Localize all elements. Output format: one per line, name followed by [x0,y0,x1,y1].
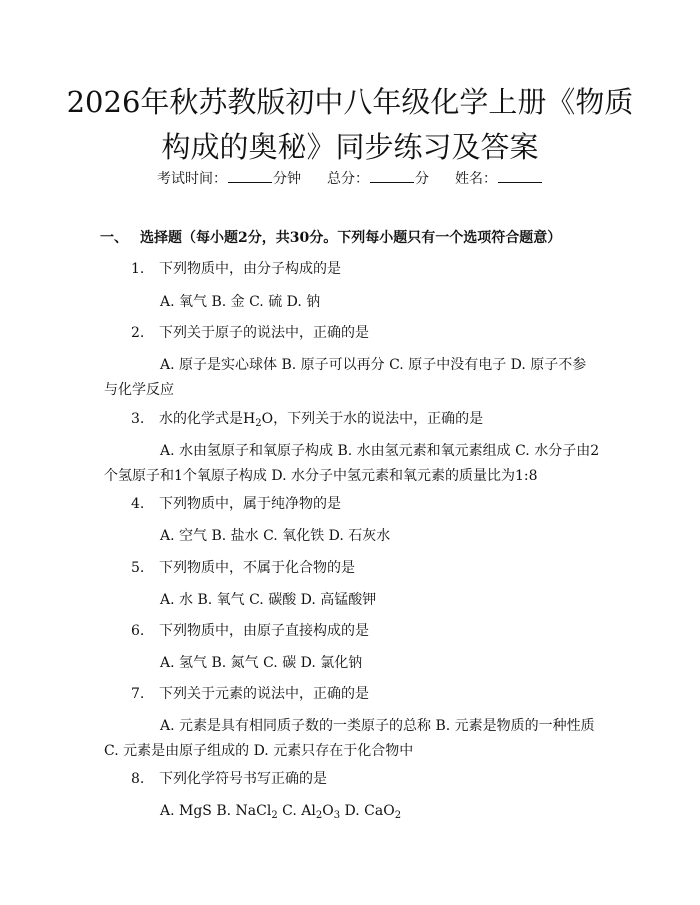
question-stem: 下列物质中，属于纯净物的是 [159,496,341,512]
question-stem: 下列关于原子的说法中，正确的是 [159,325,369,341]
question-7 [131,684,369,704]
question-stem: 下列关于元素的说法中，正确的是 [159,686,369,702]
subscript: 2 [271,810,278,821]
question-6 [131,621,369,641]
question-8-options [104,799,600,824]
question-number: 5. [131,560,145,576]
options-text: A. 水 B. 氧气 C. 碳酸 D. 高锰酸钾 [160,592,377,608]
option-c-mid: O [322,803,334,819]
options-text: A. 氢气 B. 氮气 C. 碳 D. 氯化钠 [160,655,363,671]
question-4-options [104,524,600,549]
time-blank[interactable] [228,168,272,183]
question-stem-pre: 水的化学式是H [159,411,256,427]
subscript: 3 [333,810,341,821]
question-number: 7. [131,686,145,702]
option-d: D. CaO [340,803,395,819]
question-stem: 下列物质中，由分子构成的是 [159,261,341,277]
exam-info [0,168,700,189]
question-6-options [104,651,600,676]
time-label: 考试时间： [157,171,227,187]
question-3 [131,409,483,429]
options-text: A. 氧气 B. 金 C. 硫 D. 钠 [160,294,321,310]
section-number: 一、 [100,230,128,246]
section-heading [100,228,561,248]
score-label: 总分： [327,171,369,187]
question-number: 2. [131,325,145,341]
subscript: 2 [315,810,323,821]
document-title [60,80,640,170]
time-unit: 分钟 [273,171,301,187]
name-label: 姓名： [455,171,497,187]
name-blank[interactable] [498,168,542,183]
question-2 [131,323,369,343]
question-1-options [104,290,600,315]
question-4 [131,494,341,514]
question-stem-post: O，下列关于水的说法中，正确的是 [261,411,484,427]
question-number: 3. [131,411,145,427]
score-unit: 分 [415,171,429,187]
question-1 [131,259,341,279]
title-line-1: 2026年秋苏教版初中八年级化学上册《物质 [66,85,634,119]
question-number: 4. [131,496,145,512]
subscript: 2 [394,810,402,821]
subscript: 2 [255,418,262,429]
question-stem: 下列物质中，不属于化合物的是 [159,560,355,576]
options-text: A. 空气 B. 盐水 C. 氧化铁 D. 石灰水 [160,528,391,544]
options-text: A. 元素是具有相同质子数的一类原子的总称 B. 元素是物质的一种性质 C. 元素是由原子组成的 D. 元素只存在于化合物中 [104,718,595,759]
option-c: C. Al [277,803,316,819]
question-2-options [104,353,600,403]
option-a-b: A. MgS B. NaCl [160,803,272,819]
question-3-options [104,439,600,489]
options-text: A. 水由氢原子和氧原子构成 B. 水由氢元素和氧元素组成 C. 水分子由2个氢原子和1个氧原子构成 D. 水分子中氢元素和氧元素的质量比为1:8 [104,443,600,484]
options-text: A. 原子是实心球体 B. 原子可以再分 C. 原子中没有电子 D. 原子不参与化学反应 [104,357,587,398]
question-5 [131,558,355,578]
title-line-2: 构成的奥秘》同步练习及答案 [161,130,539,164]
question-number: 8. [131,771,145,787]
score-blank[interactable] [370,168,414,183]
question-number: 1. [131,261,145,277]
question-7-options [104,714,600,764]
question-8 [131,769,327,789]
question-number: 6. [131,623,145,639]
question-stem: 下列物质中，由原子直接构成的是 [159,623,369,639]
section-title: 选择题（每小题2分，共30分。下列每小题只有一个选项符合题意） [140,230,562,246]
question-stem: 下列化学符号书写正确的是 [159,771,327,787]
question-5-options [104,588,600,613]
